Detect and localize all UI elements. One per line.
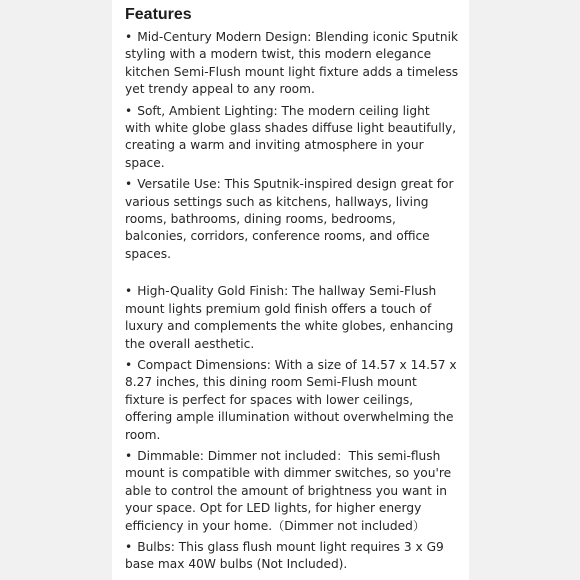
feature-item-design	[125, 29, 459, 99]
product-description-card	[112, 0, 469, 580]
bullet-icon: •	[125, 539, 133, 554]
bullet-icon: •	[125, 30, 133, 44]
bullet-icon: •	[125, 284, 133, 299]
feature-item-bulbs	[125, 539, 459, 574]
feature-text: Compact Dimensions: With a size of 14.57 x 14.57 x 8.27 inches, this dining room Semi-Flush mount fixture is perfect for spaces with lower ceilings, offering ample illumination without overwhelming the room.	[125, 357, 457, 442]
features-heading: Features	[125, 6, 192, 23]
feature-item-dimensions	[125, 357, 459, 444]
feature-text: Versatile Use: This Sputnik-inspired design great for various settings such as kitchens, hallways, living rooms, bathrooms, dining rooms, bedrooms, balconies, corridors, conference rooms, and office spaces.	[125, 177, 454, 261]
feature-text: Mid-Century Modern Design: Blending iconic Sputnik styling with a modern twist, this modern elegance kitchen Semi-Flush mount light fixture adds a timeless yet trendy appeal to any room.	[125, 30, 459, 97]
bullet-icon: •	[125, 357, 133, 372]
feature-item-lighting	[125, 103, 459, 173]
feature-item-use	[125, 176, 459, 263]
bullet-icon: •	[125, 177, 133, 192]
feature-text: Dimmable: Dimmer not included：This semi-flush mount is compatible with dimmer switches, so you're able to control the amount of brightness you want in your space. Opt for LED lights, for higher energy efficiency in your home.（Dimmer not included）	[125, 448, 452, 533]
bullet-icon: •	[125, 103, 133, 118]
feature-item-dimmable	[125, 448, 459, 535]
feature-text: Bulbs: This glass flush mount light requires 3 x G9 base max 40W bulbs (Not Included).	[125, 539, 444, 572]
features-list	[125, 29, 459, 574]
feature-text: Soft, Ambient Lighting: The modern ceiling light with white globe glass shades diffuse light beautifully, creating a warm and inviting atmosphere in your space.	[125, 103, 457, 170]
feature-text: High-Quality Gold Finish: The hallway Semi-Flush mount lights premium gold finish offers a touch of luxury and complements the white globes, enhancing the overall aesthetic.	[125, 284, 454, 351]
bullet-icon: •	[125, 448, 133, 463]
feature-item-finish	[125, 283, 459, 353]
